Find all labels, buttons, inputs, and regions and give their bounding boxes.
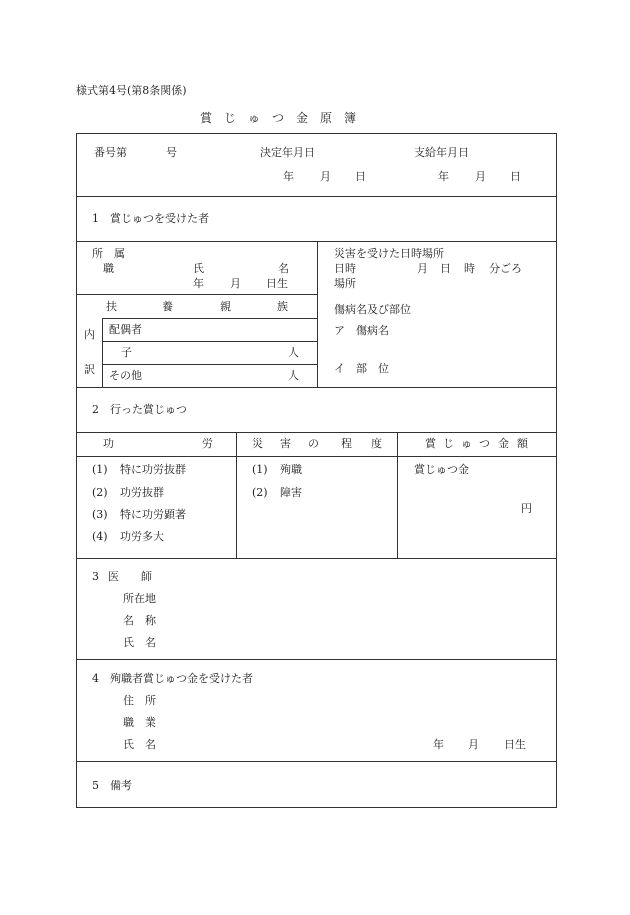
amount-header-char: 金 (498, 437, 509, 450)
datetime-minute: 分ごろ (489, 262, 522, 275)
dependents-char: 族 (277, 300, 288, 313)
rule-line (76, 387, 557, 388)
doctor-label: 医 師 (108, 570, 152, 583)
amount-header-char: 賞 (425, 437, 436, 450)
doctor-person-name-label: 氏 名 (123, 636, 156, 649)
amount-header-char: ゅ (461, 437, 472, 450)
affiliation-label: 所 属 (92, 247, 125, 260)
payment-month: 月 (475, 170, 486, 183)
birth-year: 年 (193, 277, 204, 290)
rule-line (236, 432, 237, 558)
datetime-month: 月 (417, 262, 428, 275)
number-prefix: 番号第 (94, 146, 127, 159)
rule-line (317, 241, 318, 387)
merit-item-num: (2) (92, 486, 108, 499)
degree-item-num: (2) (252, 486, 268, 499)
name-label-2: 名 (278, 262, 289, 275)
number-suffix: 号 (166, 146, 177, 159)
recipient-name-label: 氏 名 (123, 738, 156, 751)
section5-title: 5 備考 (92, 779, 132, 792)
dependents-char: 親 (220, 300, 231, 313)
yen-unit: 円 (521, 502, 532, 515)
merit-item-text: 功労多大 (120, 530, 164, 543)
section4-title: 4 殉職者賞じゅつ金を受けた者 (92, 672, 253, 685)
place-label: 場所 (334, 277, 356, 290)
recipient-birth-month: 月 (468, 738, 479, 751)
merit-item-num: (1) (92, 463, 108, 476)
merit-item-num: (4) (92, 530, 108, 543)
injury-name-label: ア 傷病名 (334, 324, 389, 337)
breakdown-char: 訳 (84, 363, 95, 376)
dependents-char: 養 (162, 300, 173, 313)
injury-part-label: イ 部 位 (334, 362, 389, 375)
rule-line (76, 761, 557, 762)
form-reference: 様式第4号(第8条関係) (76, 84, 187, 97)
rule-line (76, 294, 317, 295)
datetime-label: 日時 (334, 262, 356, 275)
child-persons: 人 (288, 346, 299, 359)
payment-date-label: 支給年月日 (414, 146, 469, 159)
rule-line (76, 659, 557, 660)
degree-header-char: 度 (371, 437, 382, 450)
rule-line (76, 196, 557, 197)
merit-item-text: 功労抜群 (120, 486, 164, 499)
merit-header-char: 功 (103, 437, 114, 450)
rule-line (76, 432, 557, 433)
decision-day: 日 (355, 170, 366, 183)
birth-month: 月 (230, 277, 241, 290)
recipient-address-label: 住 所 (123, 694, 156, 707)
injury-header: 傷病名及び部位 (334, 303, 411, 316)
merit-item-text: 特に功労抜群 (120, 463, 186, 476)
merit-item-text: 特に功労顕著 (120, 508, 186, 521)
others-label: その他 (109, 369, 142, 382)
amount-header-char: つ (479, 437, 490, 450)
name-label-1: 氏 (193, 262, 204, 275)
spouse-label: 配偶者 (109, 323, 142, 336)
rule-line (102, 318, 317, 319)
degree-item-text: 障害 (280, 486, 302, 499)
section1-title: 1 賞じゅつを受けた者 (92, 212, 209, 225)
section2-title: 2 行った賞じゅつ (92, 403, 187, 416)
degree-header-char: 程 (341, 437, 352, 450)
doctor-address-label: 所在地 (123, 592, 156, 605)
decision-year: 年 (283, 170, 294, 183)
award-label: 賞じゅつ金 (414, 463, 469, 476)
breakdown-char: 内 (84, 328, 95, 341)
section3-num: 3 (92, 570, 99, 583)
recipient-job-label: 職 業 (123, 716, 156, 729)
datetime-day: 日 (440, 262, 451, 275)
rule-line (76, 456, 557, 457)
job-label: 職 (103, 262, 114, 275)
degree-header-char: 災 (252, 437, 263, 450)
child-label: 子 (121, 346, 132, 359)
payment-day: 日 (510, 170, 521, 183)
dependents-char: 扶 (106, 300, 117, 313)
datetime-hour: 時 (464, 262, 475, 275)
decision-date-label: 決定年月日 (260, 146, 315, 159)
rule-line (76, 558, 557, 559)
merit-header-char: 労 (202, 437, 213, 450)
decision-month: 月 (320, 170, 331, 183)
form-title: 賞 じ ゅ つ 金 原 簿 (200, 111, 357, 125)
amount-header-char: 額 (517, 437, 528, 450)
rule-line (102, 364, 317, 365)
rule-line (397, 432, 398, 558)
rule-line (102, 341, 317, 342)
doctor-org-name-label: 名 称 (123, 614, 156, 627)
degree-header-char: の (308, 437, 319, 450)
degree-item-num: (1) (252, 463, 268, 476)
degree-item-text: 殉職 (280, 463, 302, 476)
degree-header-char: 害 (280, 437, 291, 450)
rule-line (102, 318, 103, 387)
amount-header-char: じ (443, 437, 454, 450)
payment-year: 年 (438, 170, 449, 183)
birth-day: 日生 (266, 277, 288, 290)
recipient-birth-year: 年 (433, 738, 444, 751)
others-persons: 人 (288, 369, 299, 382)
disaster-datetime-place-label: 災害を受けた日時場所 (334, 247, 444, 260)
recipient-birth-day: 日生 (504, 738, 526, 751)
merit-item-num: (3) (92, 508, 108, 521)
